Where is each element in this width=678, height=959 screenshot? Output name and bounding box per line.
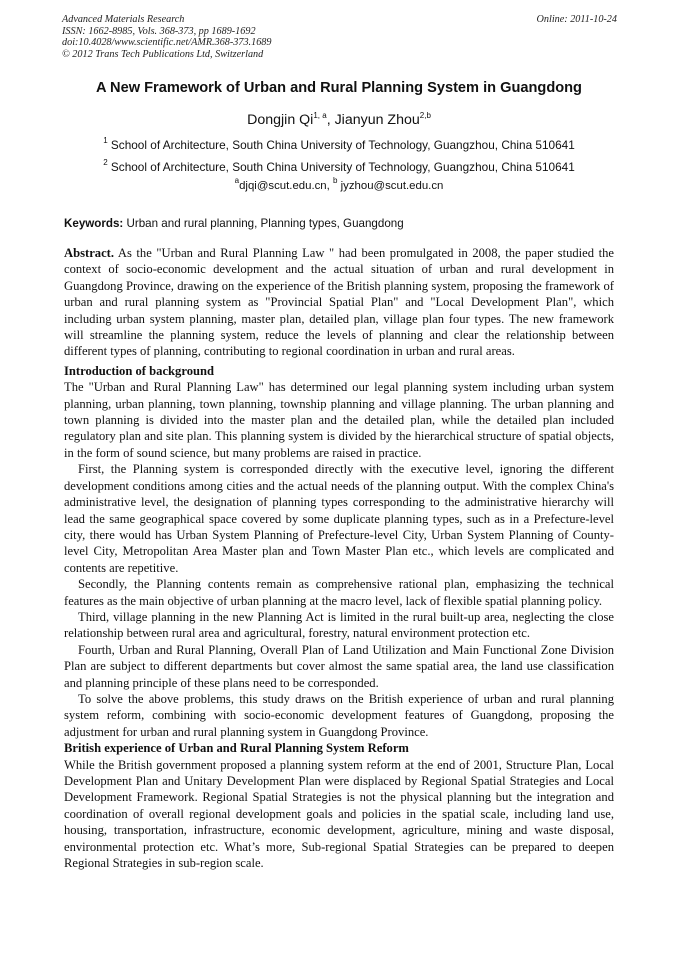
keywords bbox=[64, 217, 616, 230]
body-paragraph: To solve the above problems, this study draws on the British experience of urban and rural planning system reform, combining with socio-economic development features of Guangdong, proposing the adjustment for urban and rural planning system in Guangdong Province. bbox=[64, 691, 614, 739]
author-line bbox=[0, 112, 678, 128]
paper-body bbox=[64, 245, 614, 871]
abstract-label: Abstract. bbox=[64, 246, 115, 260]
body-paragraph: First, the Planning system is corresponded directly with the executive level, ignoring the different development conditions among cities and the actual needs of the planning output. With the complex China's administrative level, the designation of planning types corresponding to the administrative hierarchy will lead the same geographical space covered by some duplicate planning types, such as in a Prefecture-level city, there would has Urban System Planning of Prefecture-level City, Urban System Planning of County-level City, Metropolitan Area Master plan and Town Master Plan etc., which levels are complicated and contents are repetitive. bbox=[64, 462, 614, 575]
abstract-text: As the "Urban and Rural Planning Law " had been promulgated in 2008, the paper studied the context of socio-economic development and the actual situation of urban and rural development in Guangdong Province, drawing on the experience of the British planning system, proposing the framework of urban and rural planning system as "Provincial Spatial Plan" and "Local Development Plan", which including urban system planning, master plan, detailed plan, village plan four types. The new framework will streamline the planning system, reduce the levels of planning and clear the relationship between different types of planning, contributing to regional coordination in urban and rural areas. bbox=[64, 246, 614, 359]
affiliation-number: 1 bbox=[103, 136, 108, 145]
online-date: Online: 2011-10-24 bbox=[536, 14, 617, 25]
body-paragraph: While the British government proposed a planning system reform at the end of 2001, Structure Plan, Local Development Plan and Unitary Development Plan were displaced by Regional Spatial Strategies and Local Development Framework. Regional Spatial Strategies is not the physical planning but the integration and coordination of overall regional development goals and policies in the spatial scale, including land use, housing, transportation, infrastructure, economic development, agriculture, mining and waste disposal, environmental protection etc. What’s more, Sub-regional Spatial Strategies can be prepared to deepen Regional Strategies in sub-region scale. bbox=[64, 757, 614, 871]
author-superscript: 1, a bbox=[313, 111, 327, 120]
paper-title: A New Framework of Urban and Rural Planning System in Guangdong bbox=[96, 80, 582, 96]
email-line bbox=[0, 176, 678, 192]
email-superscript: a bbox=[234, 176, 240, 185]
journal-name: Advanced Materials Research bbox=[62, 14, 185, 25]
author-separator: , bbox=[326, 112, 335, 128]
email-superscript: b bbox=[332, 176, 338, 185]
affiliation-2 bbox=[0, 160, 678, 174]
email-link[interactable]: jyzhou@scut.edu.cn bbox=[340, 180, 444, 192]
body-paragraph: Third, village planning in the new Planning Act is limited in the rural built-up area, neglecting the close relationship between rural area and agricultural, forestry, natural environment protection etc. bbox=[64, 609, 614, 641]
body-paragraph: Fourth, Urban and Rural Planning, Overall Plan of Land Utilization and Main Functional Zone Division Plan are subject to different departments but cover almost the same spatial area, the land use classification and planning principle of these plans need to be corresponded. bbox=[64, 642, 614, 690]
section-heading: British experience of Urban and Rural Planning System Reform bbox=[64, 741, 409, 756]
keywords-text: Urban and rural planning, Planning types, Guangdong bbox=[123, 217, 404, 230]
body-paragraph: Secondly, the Planning contents remain as comprehensive rational plan, emphasizing the technical features as the main objective of urban planning at the macro level, lack of flexible spatial planning policy. bbox=[64, 577, 614, 608]
abstract-paragraph bbox=[64, 245, 614, 360]
keywords-label: Keywords: bbox=[64, 217, 124, 230]
issn-line: ISSN: 1662-8985, Vols. 368-373, pp 1689-1692 bbox=[62, 25, 256, 37]
affiliation-text: School of Architecture, South China University of Technology, Guangzhou, China 510641 bbox=[110, 160, 575, 174]
doi-line[interactable]: doi:10.4028/www.scientific.net/AMR.368-373.1689 bbox=[62, 37, 272, 49]
author-superscript: 2,b bbox=[419, 111, 431, 120]
affiliation-number: 2 bbox=[103, 158, 108, 167]
section-heading: Introduction of background bbox=[64, 363, 214, 378]
body-paragraph: The "Urban and Rural Planning Law" has determined our legal planning system including urban system planning, urban planning, town planning, township planning and village planning. The urban planning and town planning is divided into the master plan and the detailed plan, while the detailed plan included regulatory plan and site plan. This planning system is divided by the hierarchical structure of spatial objects, in the form of sound science, but many problems are raised in practice. bbox=[64, 380, 614, 460]
journal-header bbox=[62, 14, 617, 60]
email-link[interactable]: djqi@scut.edu.cn, bbox=[239, 180, 333, 192]
affiliation-text: School of Architecture, South China University of Technology, Guangzhou, China 510641 bbox=[110, 138, 575, 152]
copyright-line: © 2012 Trans Tech Publications Ltd, Switzerland bbox=[62, 48, 264, 60]
affiliation-1 bbox=[0, 138, 678, 152]
author-name: Dongjin Qi bbox=[247, 112, 314, 128]
author-name: Jianyun Zhou bbox=[334, 112, 420, 128]
